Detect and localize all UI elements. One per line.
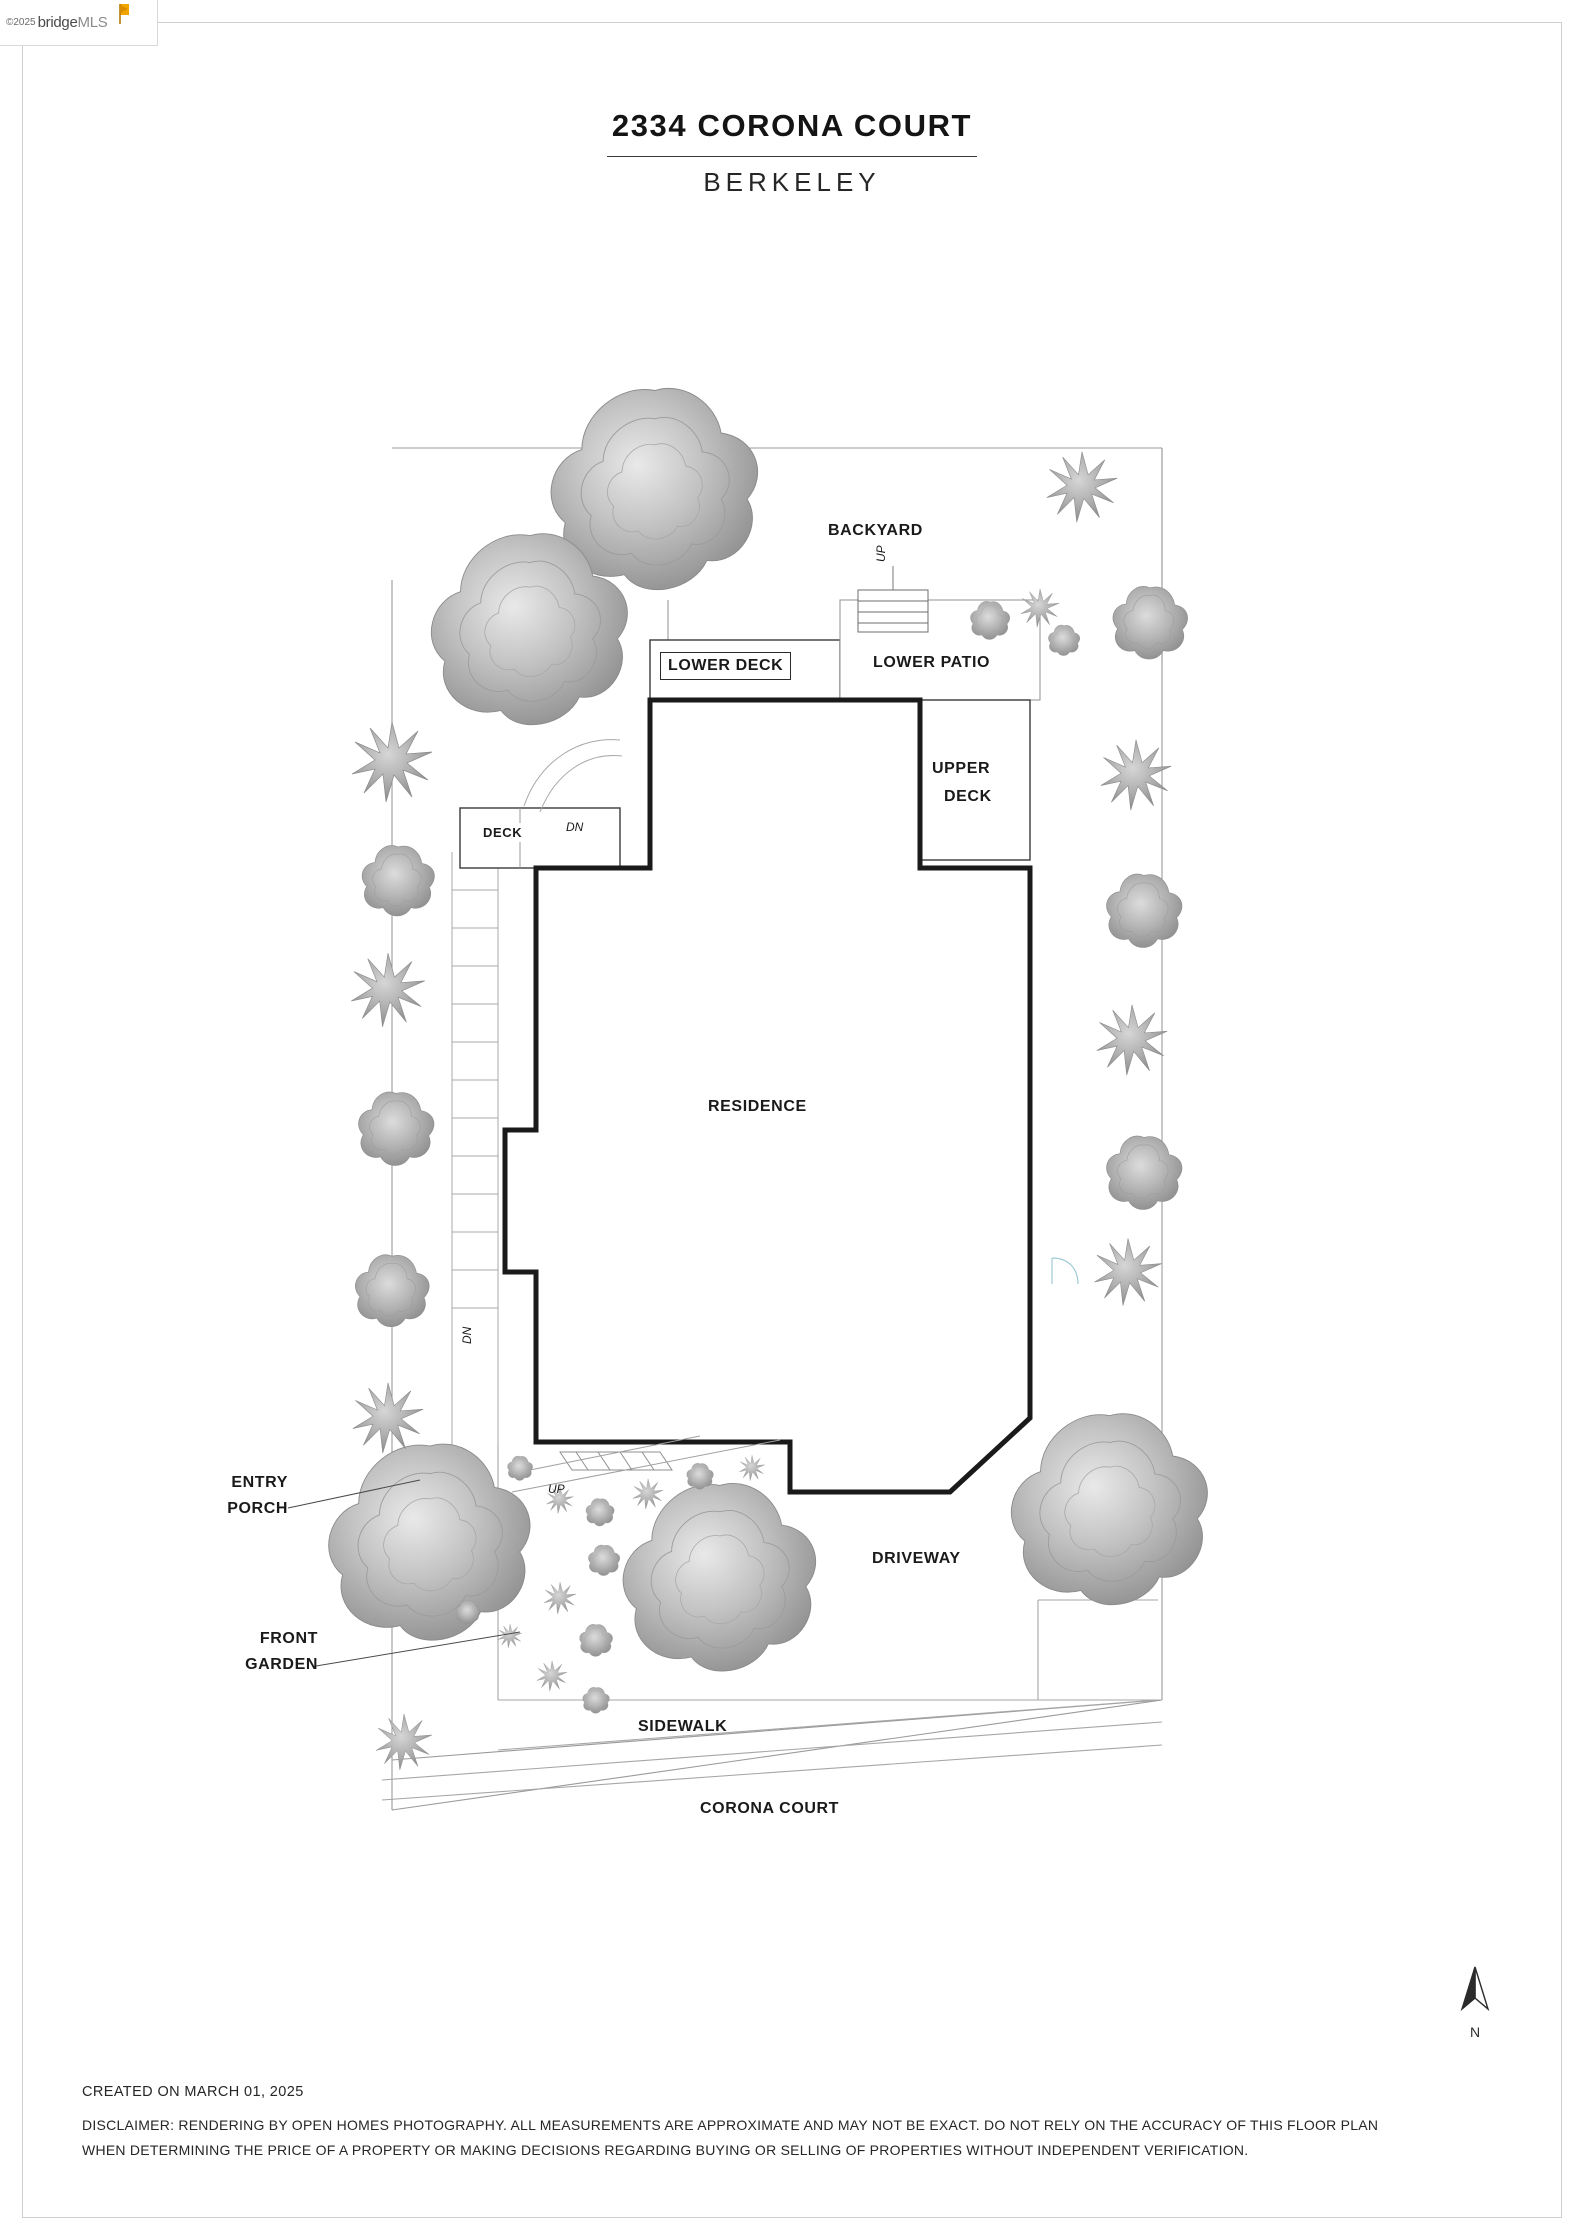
tree-icon (1011, 1414, 1207, 1605)
shrub-icon (739, 1455, 765, 1481)
lower-patio-shape (840, 566, 1040, 700)
marker-up-front: UP (548, 1482, 565, 1496)
shrub-icon (588, 1545, 619, 1576)
shrub-icon (355, 1255, 429, 1327)
side-path (452, 852, 498, 1452)
shrub-icon (376, 1714, 432, 1770)
tree-icon (623, 1483, 816, 1671)
shrub-icon (1097, 1005, 1167, 1075)
upper-deck-shape (920, 700, 1030, 860)
marker-up-backyard: UP (874, 545, 888, 562)
label-upper-deck-line1: UPPER (932, 760, 991, 777)
shrub-icon (544, 1582, 576, 1614)
disclaimer-line-1: DISCLAIMER: RENDERING BY OPEN HOMES PHOTOGRAPHY. ALL MEASUREMENTS ARE APPROXIMATE AND MAY NOT BE EXACT. DO NOT RELY ON THE ACCURACY OF THIS FLOOR PLAN (82, 2117, 1379, 2133)
label-deck: DECK (478, 823, 527, 842)
label-lower-patio: LOWER PATIO (868, 652, 995, 674)
shrub-icon (537, 1661, 567, 1691)
marker-dn-deck: DN (566, 820, 584, 834)
shrub-icon (508, 1456, 533, 1480)
shrub-icon (1047, 452, 1117, 522)
shrub-icon (1107, 874, 1182, 947)
shrub-icon (586, 1499, 614, 1527)
label-driveway: DRIVEWAY (872, 1550, 961, 1567)
label-residence: RESIDENCE (708, 1098, 807, 1115)
shrub-icon (1101, 740, 1171, 810)
shrub-icon (633, 1479, 663, 1509)
label-front-garden-line1: FRONT (259, 1630, 318, 1647)
shrub-icon (583, 1687, 610, 1713)
compass (1452, 1965, 1498, 2040)
shrub-icon (1107, 1136, 1182, 1209)
compass-north-letter: N (1469, 2024, 1481, 2040)
shrub-icon (351, 953, 425, 1027)
shrub-icon (1048, 625, 1079, 656)
bridgemls-watermark (0, 0, 158, 46)
flag-icon (118, 4, 131, 24)
marker-dn-side: DN (460, 1326, 474, 1344)
shrub-icon (1113, 586, 1188, 659)
shrub-icon (359, 1092, 434, 1165)
shrub-icon (353, 1383, 423, 1453)
page-title: 2334 CORONA COURT (611, 108, 973, 143)
label-corona-court: CORONA COURT (700, 1800, 840, 1817)
shrub-icon (498, 1624, 522, 1648)
label-upper-deck-line2: DECK (944, 788, 992, 805)
north-arrow-icon (1458, 1965, 1492, 2017)
page-subtitle: BERKELEY (703, 167, 881, 197)
footer (82, 2084, 1502, 2162)
disclaimer-line-2: WHEN DETERMINING THE PRICE OF A PROPERTY OR MAKING DECISIONS REGARDING BUYING OR SELLING OF PROPERTIES WITHOUT INDEPENDENT VERIFICATION. (82, 2141, 1249, 2158)
watermark-bridge-text: bridge (37, 14, 78, 31)
shrub-icon (362, 846, 434, 916)
curved-walkway (524, 740, 622, 812)
gate-arc (1052, 1258, 1078, 1284)
label-sidewalk: SIDEWALK (638, 1718, 728, 1735)
label-entry-porch-line2: PORCH (227, 1500, 288, 1517)
watermark-year: ©2025 (6, 17, 36, 28)
shrub-icon (687, 1463, 714, 1489)
watermark-mls-text: MLS (77, 14, 108, 31)
shrub-icon (1094, 1238, 1161, 1305)
tree-icon (329, 1444, 530, 1640)
label-backyard: BACKYARD (828, 522, 923, 539)
shrub-icon (580, 1624, 613, 1656)
label-entry-porch-line1: ENTRY (231, 1474, 288, 1491)
created-date: CREATED ON MARCH 01, 2025 (82, 2084, 304, 2100)
label-lower-deck: LOWER DECK (660, 652, 791, 680)
label-front-garden-line2: GARDEN (245, 1656, 318, 1673)
